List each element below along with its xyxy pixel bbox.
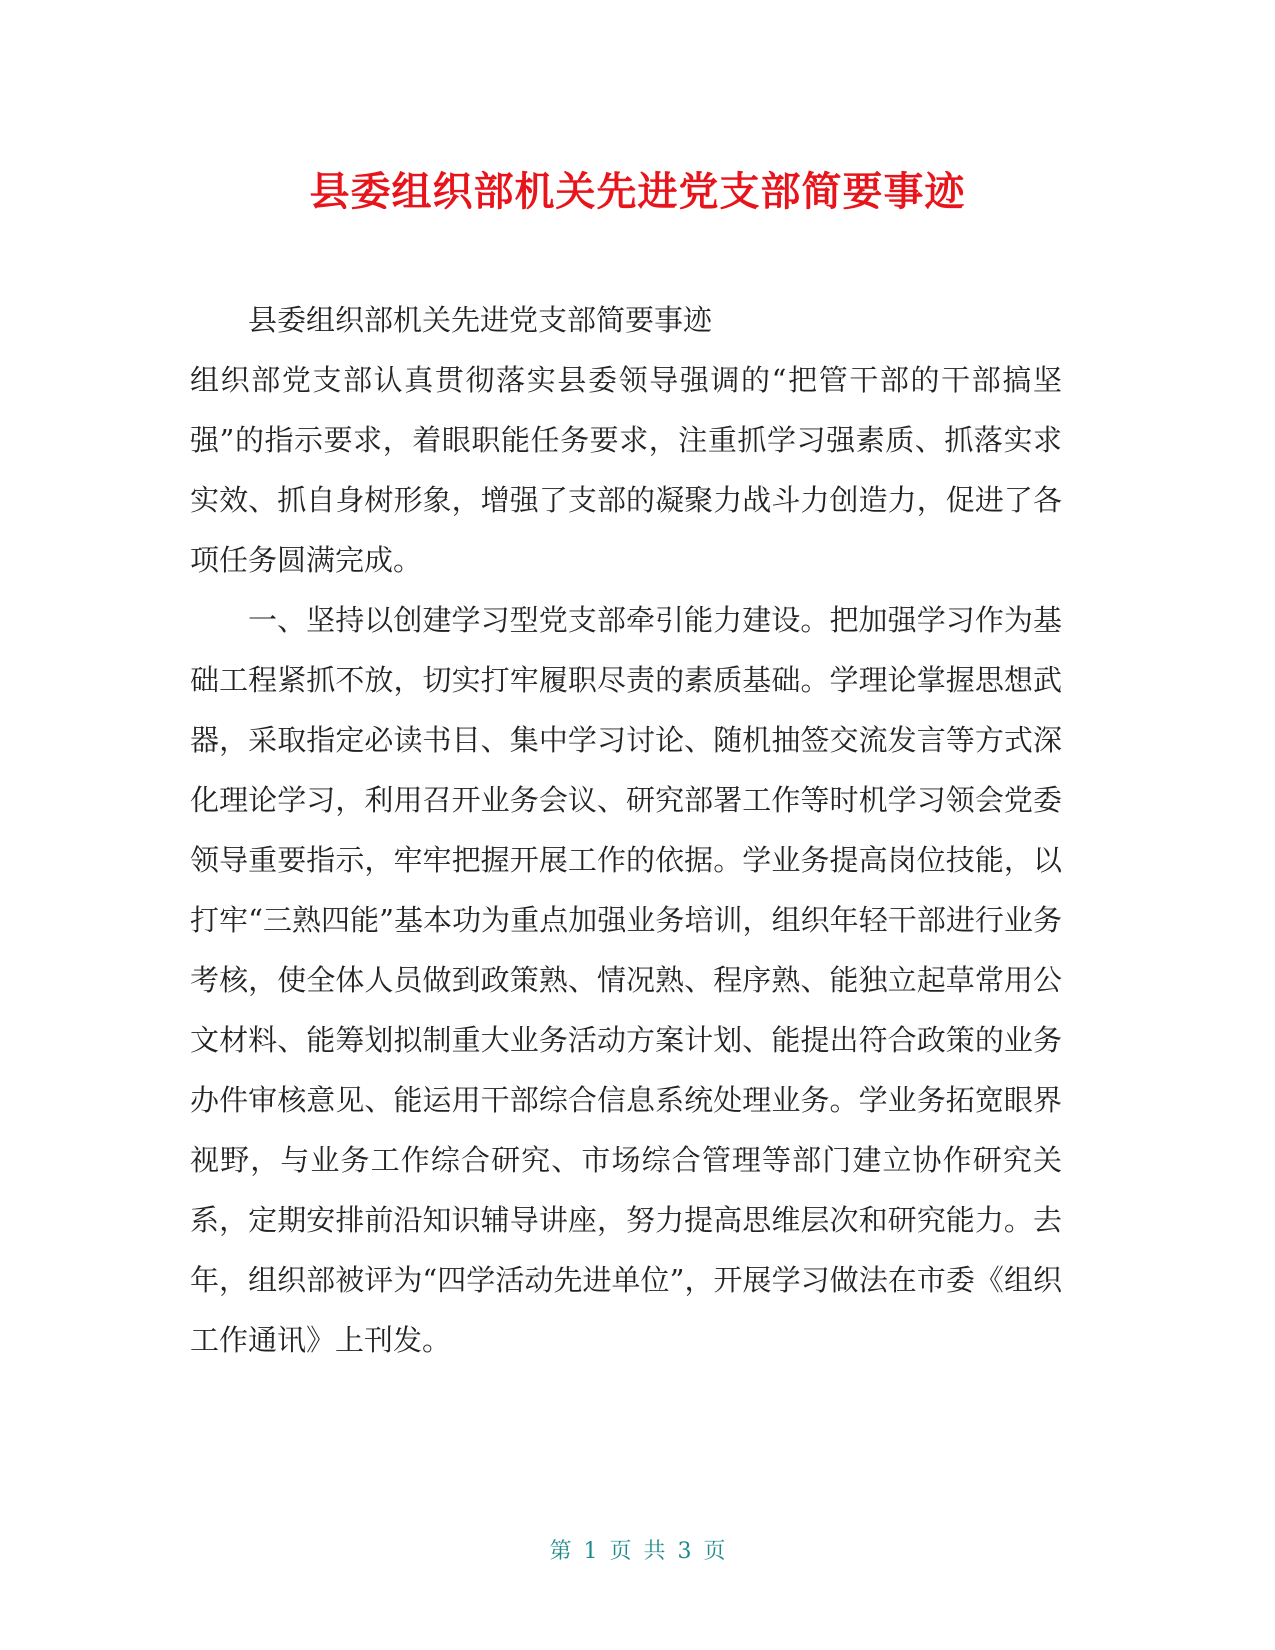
footer-suffix: 页 (703, 1539, 726, 1564)
footer-prefix: 第 (549, 1539, 572, 1564)
footer-total-prefix: 共 (643, 1539, 666, 1564)
document-body (190, 290, 1062, 1370)
footer-mid: 页 (609, 1539, 632, 1564)
footer-page-total: 3 (677, 1539, 692, 1564)
section-one-paragraph: 一、坚持以创建学习型党支部牵引能力建设。把加强学习作为基础工程紧抓不放，切实打牢履职尽责的素质基础。学理论掌握思想武器，采取指定必读书目、集中学习讨论、随机抽签交流发言等方式深化理论学习，利用召开业务会议、研究部署工作等时机学习领会党委领导重要指示，牢牢把握开展工作的依据。学业务提高岗位技能，以打牢“三熟四能”基本功为重点加强业务培训，组织年轻干部进行业务考核，使全体人员做到政策熟、情况熟、程序熟、能独立起草常用公文材料、能筹划拟制重大业务活动方案计划、能提出符合政策的业务办件审核意见、能运用干部综合信息系统处理业务。学业务拓宽眼界视野，与业务工作综合研究、市场综合管理等部门建立协作研究关系，定期安排前沿知识辅导讲座，努力提高思维层次和研究能力。去年，组织部被评为“四学活动先进单位”，开展学习做法在市委《组织工作通讯》上刊发。 (190, 603, 1062, 1357)
intro-paragraph: 组织部党支部认真贯彻落实县委领导强调的“把管干部的干部搞坚强”的指示要求，着眼职能任务要求，注重抓学习强素质、抓落实求实效、抓自身树形象，增强了支部的凝聚力战斗力创造力，促进了各项任务圆满完成。 (190, 363, 1062, 577)
subtitle-paragraph: 县委组织部机关先进党支部简要事迹 (248, 303, 713, 337)
footer-page-current: 1 (583, 1539, 598, 1564)
document-title: 县委组织部机关先进党支部简要事迹 (309, 169, 966, 215)
page-number-footer (0, 1537, 1275, 1567)
